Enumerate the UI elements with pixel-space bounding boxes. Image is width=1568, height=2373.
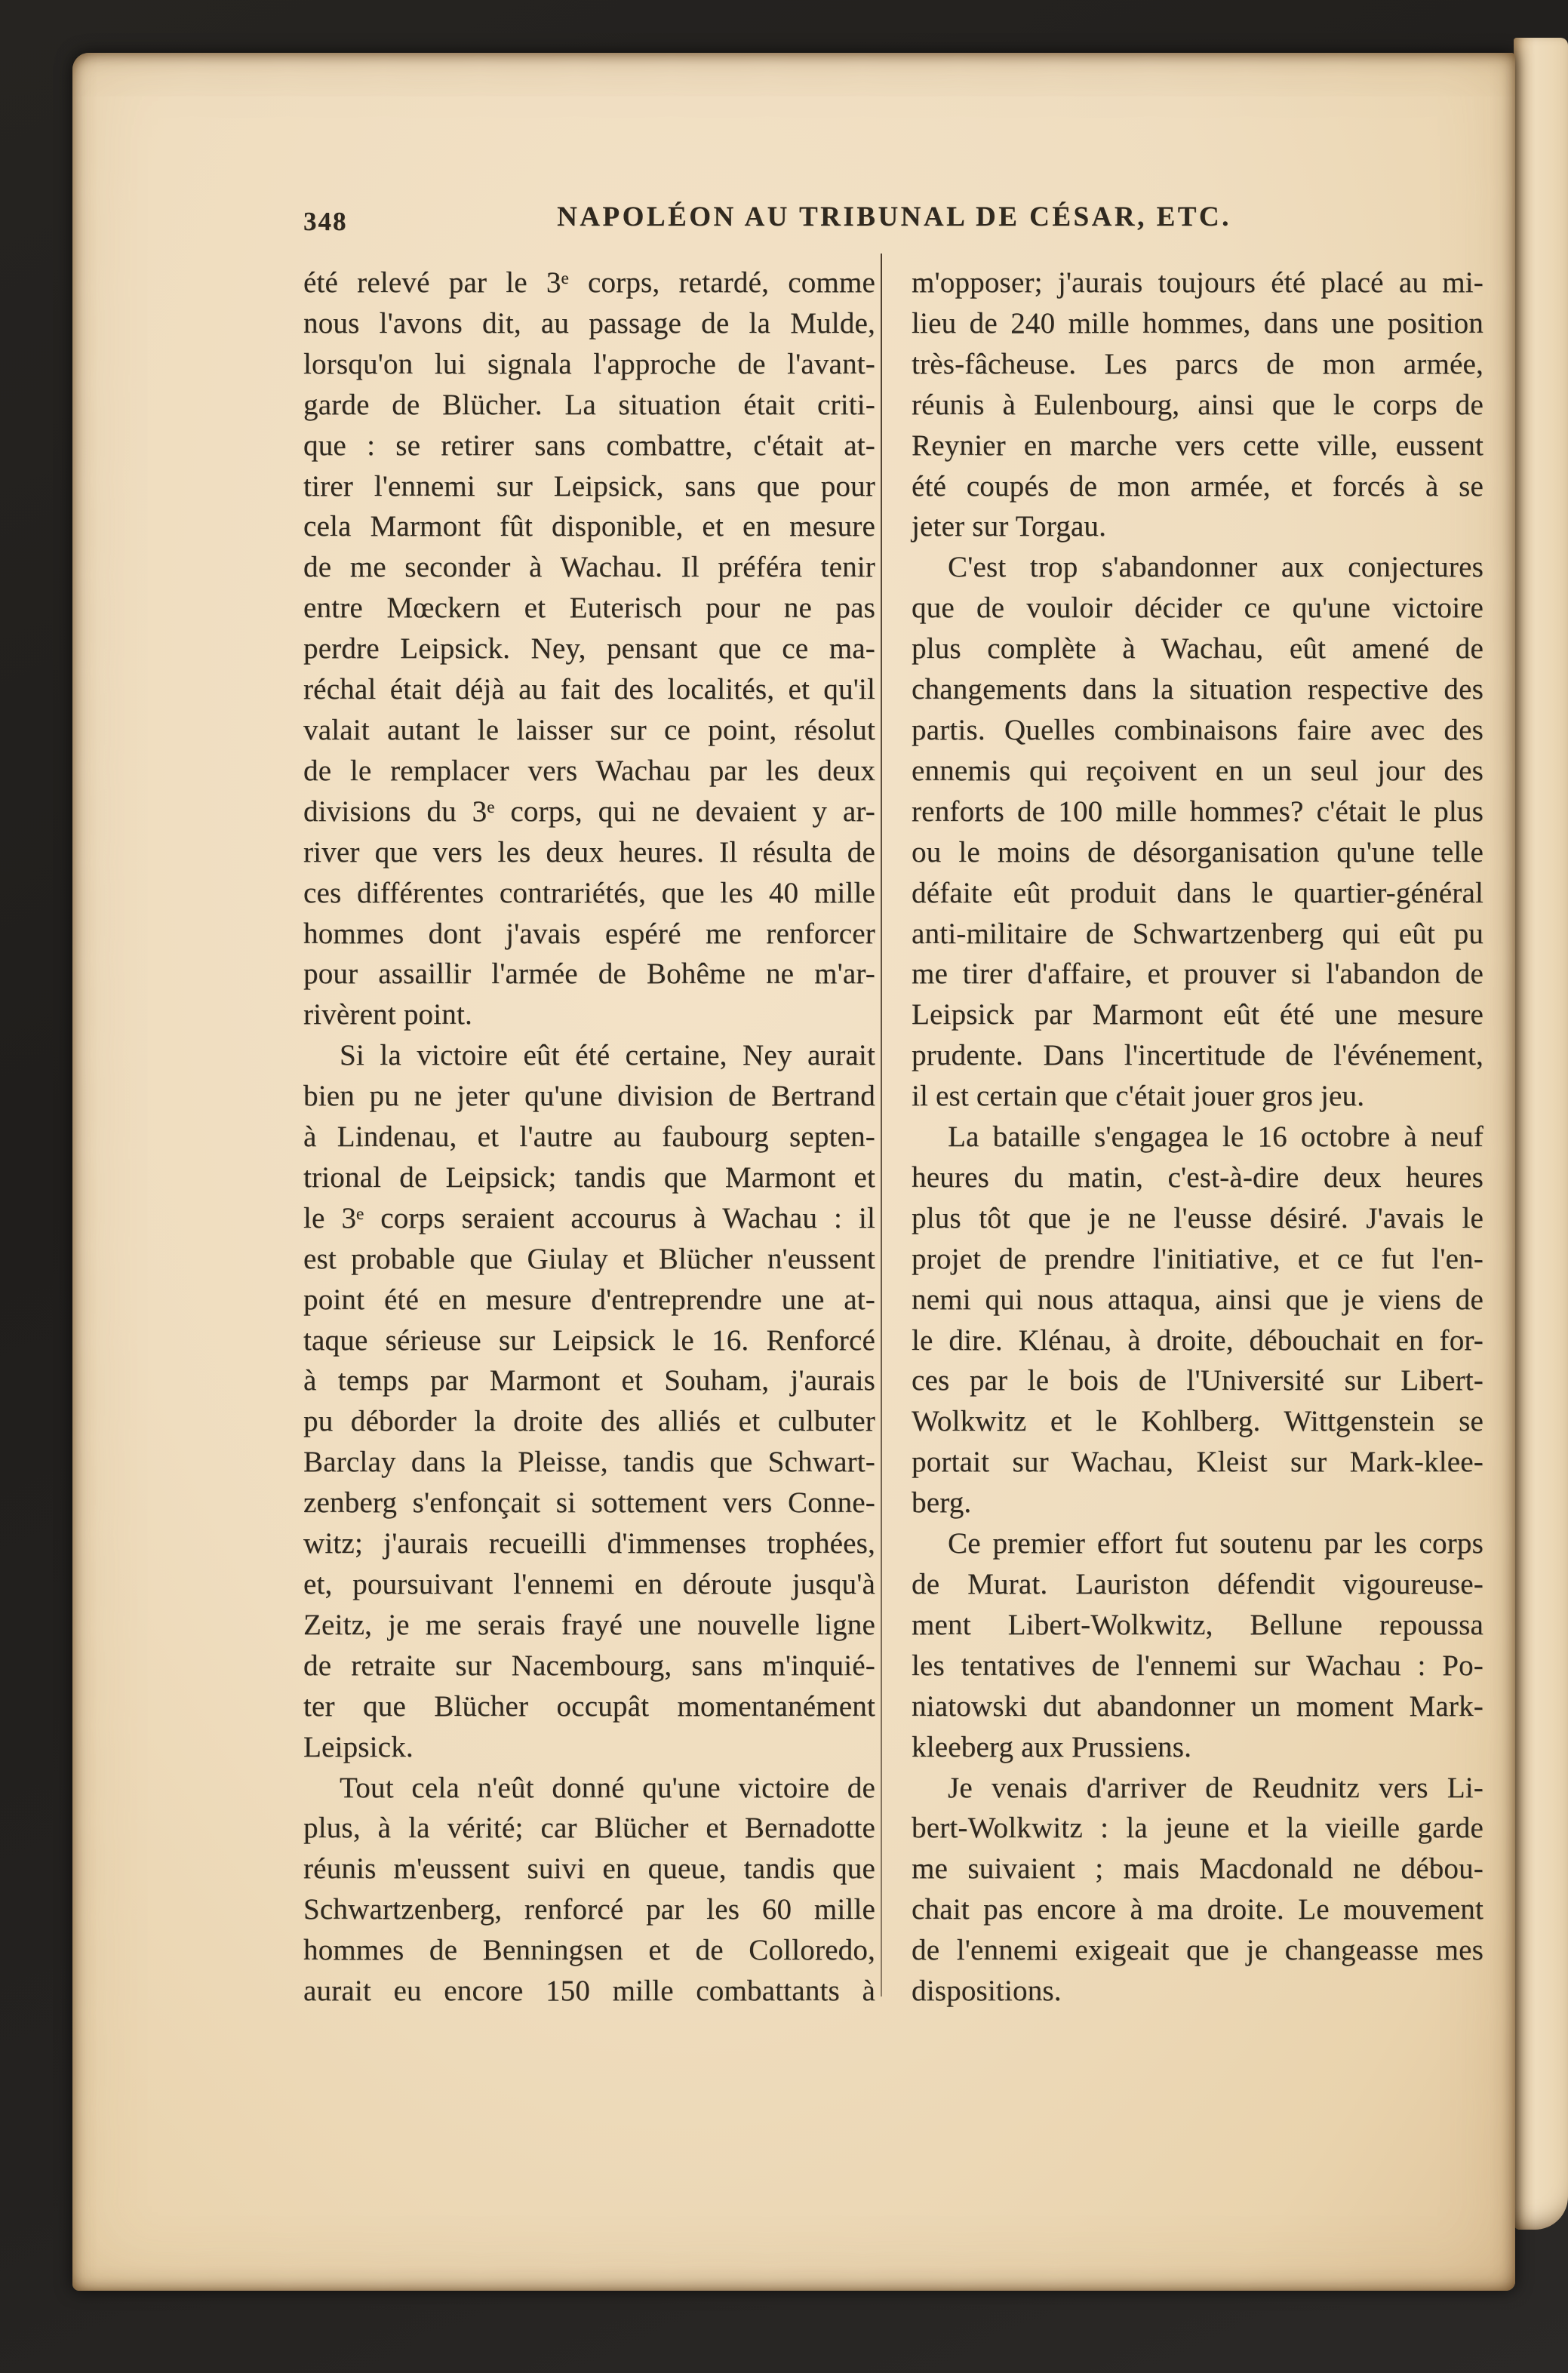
column-divider-rule [881, 254, 882, 1996]
text-line: anti-militaire de Schwartzenberg qui eût pu [912, 917, 1483, 950]
text-line: pu déborder la droite des alliés et culbuter [303, 1405, 875, 1438]
text-line: Tout cela n'eût donné qu'une victoire de [340, 1771, 875, 1804]
text-line: de me seconder à Wachau. Il préféra tenir [303, 551, 875, 584]
text-line: niatowski dut abandonner un moment Mark- [912, 1689, 1483, 1723]
page-edge-stack [1514, 38, 1568, 2230]
text-line: été coupés de mon armée, et forcés à se [912, 469, 1483, 503]
text-line: Leipsick. [303, 1730, 414, 1763]
text-line: prudente. Dans l'incertitude de l'événement, [912, 1039, 1483, 1072]
text-line: réchal était déjà au fait des localités, et qu'il [303, 673, 875, 706]
text-line: il est certain que c'était jouer gros jeu. [912, 1080, 1365, 1113]
text-line: Wolkwitz et le Kohlberg. Wittgenstein se [912, 1405, 1483, 1438]
text-line: heures du matin, c'est-à-dire deux heures [912, 1160, 1483, 1194]
text-line: le dire. Klénau, à droite, débouchait en for- [912, 1323, 1483, 1357]
text-line: ou le moins de désorganisation qu'une telle [912, 835, 1483, 868]
text-line: plus complète à Wachau, eût amené de [912, 632, 1483, 665]
text-line: lorsqu'on lui signala l'approche de l'avant- [303, 347, 875, 380]
text-line: très-fâcheuse. Les parcs de mon armée, [912, 347, 1483, 380]
text-line: aurait eu encore 150 mille combattants à [303, 1975, 875, 2008]
text-line: witz; j'aurais recueilli d'immenses trophées, [303, 1527, 875, 1560]
text-line: que : se retirer sans combattre, c'était at- [303, 429, 875, 462]
text-line: de retraite sur Nacembourg, sans m'inquié- [303, 1649, 875, 1682]
text-line: divisions du 3ᵉ corps, qui ne devaient y ar- [303, 795, 875, 828]
text-line: réunis m'eussent suivi en queue, tandis que [303, 1852, 875, 1886]
text-line: jeter sur Torgau. [912, 510, 1107, 543]
book-page [72, 53, 1515, 2291]
text-line: Si la victoire eût été certaine, Ney aurait [340, 1039, 875, 1072]
text-line: ces différentes contrariétés, que les 40 mille [303, 876, 875, 909]
text-line: de l'ennemi exigeait que je changeasse mes [912, 1934, 1483, 1967]
text-line: river que vers les deux heures. Il résulta de [303, 835, 875, 868]
text-line: La bataille s'engagea le 16 octobre à neuf [948, 1120, 1483, 1154]
text-line: Zeitz, je me serais frayé une nouvelle ligne [303, 1608, 875, 1641]
text-line: Schwartzenberg, renforcé par les 60 mille [303, 1893, 875, 1926]
text-line: cela Marmont fût disponible, et en mesure [303, 510, 875, 543]
text-line: rivèrent point. [303, 998, 472, 1031]
text-line: défaite eût produit dans le quartier-général [912, 876, 1483, 909]
text-line: renforts de 100 mille hommes? c'était le plus [912, 795, 1483, 828]
text-line: valait autant le laisser sur ce point, résolut [303, 713, 875, 746]
text-line: garde de Blücher. La situation était criti- [303, 388, 875, 421]
text-line: ennemis qui reçoivent en un seul jour des [912, 754, 1483, 787]
text-line: à Lindenau, et l'autre au faubourg septen- [303, 1120, 875, 1154]
text-line: taque sérieuse sur Leipsick le 16. Renforcé [303, 1323, 875, 1357]
text-line: changements dans la situation respective des [912, 673, 1483, 706]
text-line: Barclay dans la Pleisse, tandis que Schwart- [303, 1446, 875, 1479]
running-head [303, 201, 1485, 246]
text-line: partis. Quelles combinaisons faire avec des [912, 713, 1483, 746]
text-line: portait sur Wachau, Kleist sur Mark-klee- [912, 1446, 1483, 1479]
text-line: kleeberg aux Prussiens. [912, 1730, 1192, 1763]
text-line: tirer l'ennemi sur Leipsick, sans que pour [303, 469, 875, 503]
text-line: projet de prendre l'initiative, et ce fut l'en- [912, 1242, 1483, 1275]
running-title: NAPOLÉON AU TRIBUNAL DE CÉSAR, ETC. [557, 201, 1231, 232]
text-line: dispositions. [912, 1975, 1062, 2008]
text-line: zenberg s'enfonçait si sottement vers Conne- [303, 1486, 875, 1520]
text-line: trional de Leipsick; tandis que Marmont et [303, 1160, 875, 1194]
text-line: Reynier en marche vers cette ville, eussent [912, 429, 1483, 462]
text-line: lieu de 240 mille hommes, dans une position [912, 306, 1483, 340]
text-line: Ce premier effort fut soutenu par les corps [948, 1527, 1483, 1560]
text-column-right [912, 263, 1483, 2012]
text-line: perdre Leipsick. Ney, pensant que ce ma- [303, 632, 875, 665]
text-line: que de vouloir décider ce qu'une victoire [912, 592, 1483, 625]
text-line: hommes dont j'avais espéré me renforcer [303, 917, 875, 950]
text-line: plus tôt que je ne l'eusse désiré. J'avais le [912, 1201, 1483, 1234]
text-line: ter que Blücher occupât momentanément [303, 1689, 875, 1723]
text-line: plus, à la vérité; car Blücher et Bernadotte [303, 1812, 875, 1845]
text-line: nous l'avons dit, au passage de la Mulde, [303, 306, 875, 340]
text-line: nemi qui nous attaqua, ainsi que je viens de [912, 1283, 1483, 1316]
text-line: été relevé par le 3ᵉ corps, retardé, comme [303, 266, 875, 299]
text-line: C'est trop s'abandonner aux conjectures [948, 551, 1483, 584]
text-line: réunis à Eulenbourg, ainsi que le corps de [912, 388, 1483, 421]
text-column-left [303, 263, 875, 2012]
text-line: berg. [912, 1486, 972, 1520]
text-line: le 3ᵉ corps seraient accourus à Wachau : il [303, 1201, 875, 1234]
text-line: ces par le bois de l'Université sur Libert- [912, 1364, 1483, 1397]
text-line: me suivaient ; mais Macdonald ne débou- [912, 1852, 1483, 1886]
text-line: de Murat. Lauriston défendit vigoureuse- [912, 1568, 1483, 1600]
text-line: et, poursuivant l'ennemi en déroute jusqu'à [303, 1568, 875, 1600]
text-line: les tentatives de l'ennemi sur Wachau : Po- [912, 1649, 1483, 1682]
text-line: hommes de Benningsen et de Colloredo, [303, 1934, 875, 1967]
text-line: point été en mesure d'entreprendre une at- [303, 1283, 875, 1316]
text-line: est probable que Giulay et Blücher n'eussent [303, 1242, 875, 1275]
text-line: Leipsick par Marmont eût été une mesure [912, 998, 1483, 1031]
text-line: ment Libert-Wolkwitz, Bellune repoussa [912, 1608, 1483, 1641]
text-line: bert-Wolkwitz : la jeune et la vieille garde [912, 1812, 1483, 1845]
text-line: m'opposer; j'aurais toujours été placé au mi- [912, 266, 1483, 299]
page-number: 348 [303, 207, 348, 236]
text-line: pour assaillir l'armée de Bohême ne m'ar- [303, 957, 875, 991]
text-line: entre Mœckern et Euterisch pour ne pas [303, 592, 875, 625]
text-line: Je venais d'arriver de Reudnitz vers Li- [948, 1771, 1483, 1804]
text-line: à temps par Marmont et Souham, j'aurais [303, 1364, 875, 1397]
text-line: bien pu ne jeter qu'une division de Bertrand [303, 1080, 875, 1113]
text-line: de le remplacer vers Wachau par les deux [303, 754, 875, 787]
text-line: chait pas encore à ma droite. Le mouvement [912, 1893, 1483, 1926]
text-line: me tirer d'affaire, et prouver si l'abandon de [912, 957, 1483, 991]
